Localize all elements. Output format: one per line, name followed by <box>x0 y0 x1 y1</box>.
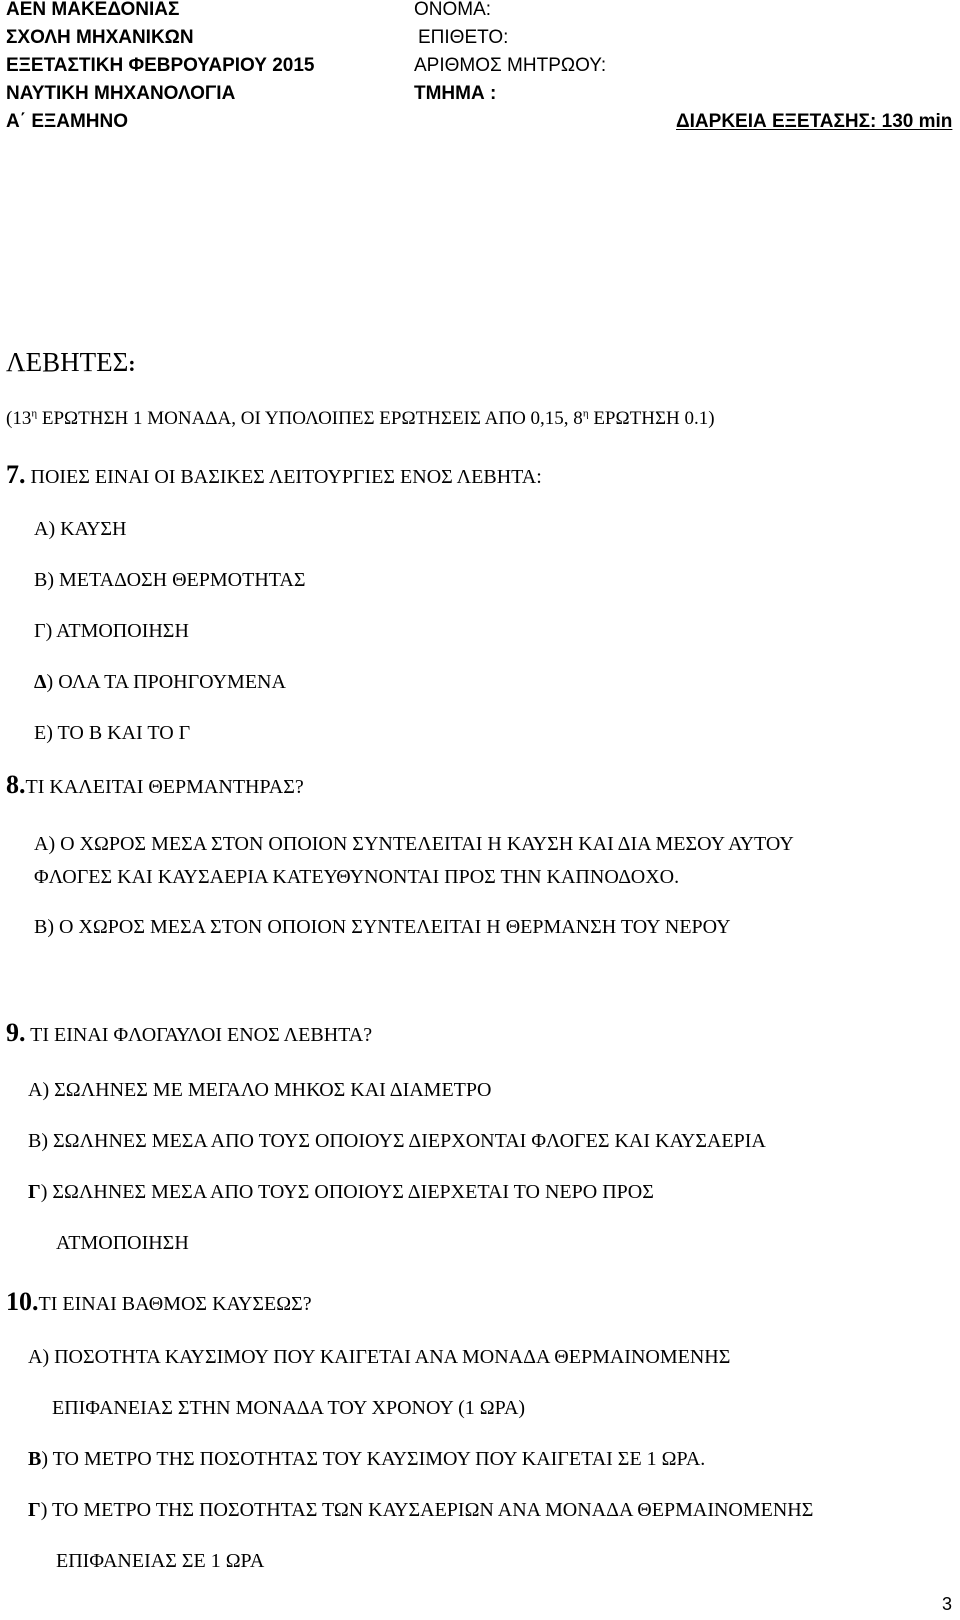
scoring-note-end: ΕΡΩΤΗΣΗ 0.1) <box>588 408 715 429</box>
section-title-colon: : <box>128 351 136 376</box>
scoring-note-sup-2: η <box>582 407 589 420</box>
question-7 <box>6 460 542 490</box>
q10-option-a-continuation: ΕΠΙΦΑΝΕΙΑΣ ΣΤΗΝ ΜΟΝΑΔΑ ΤΟΥ ΧΡΟΝΟΥ (1 ΩΡΑ) <box>52 1397 526 1419</box>
q9-option-c: Γ) ΣΩΛΗΝΕΣ ΜΕΣΑ ΑΠΟ ΤΟΥΣ ΟΠΟΙΟΥΣ ΔΙΕΡΧΕΤΑΙ ΤΟ ΝΕΡΟ ΠΡΟΣ <box>28 1181 654 1203</box>
q7-option-c: Γ) ΑΤΜΟΠΟΙΗΣΗ <box>34 620 189 642</box>
q10-option-c-continuation: ΕΠΙΦΑΝΕΙΑΣ ΣΕ 1 ΩΡΑ <box>56 1550 265 1572</box>
q7-option-d: Δ) ΟΛΑ ΤΑ ΠΡΟΗΓΟΥΜΕΝΑ <box>34 671 286 693</box>
question-8-number: 8. <box>6 770 26 799</box>
q8-option-b: Β) Ο ΧΩΡΟΣ ΜΕΣΑ ΣΤΟΝ ΟΠΟΙΟΝ ΣΥΝΤΕΛΕΙΤΑΙ Η ΘΕΡΜΑΝΣΗ ΤΟΥ ΝΕΡΟΥ <box>34 916 731 938</box>
q7-option-e: Ε) ΤΟ Β ΚΑΙ ΤΟ Γ <box>34 722 191 744</box>
faculty-name: ΣΧΟΛΗ ΜΗΧΑΝΙΚΩΝ <box>6 27 194 48</box>
exam-duration: ΔΙΑΡΚΕΙΑ ΕΞΕΤΑΣΗΣ: 130 min <box>676 111 953 132</box>
school-name: ΑΕΝ ΜΑΚΕΔΟΝΙΑΣ <box>6 0 180 20</box>
exam-session: ΕΞΕΤΑΣΤΙΚΗ ΦΕΒΡΟΥΑΡΙΟΥ 2015 <box>6 55 315 76</box>
question-8 <box>6 770 304 800</box>
course-name: ΝΑΥΤΙΚΗ ΜΗΧΑΝΟΛΟΓΙΑ <box>6 83 236 104</box>
q7-option-b: Β) ΜΕΤΑΔΟΣΗ ΘΕΡΜΟΤΗΤΑΣ <box>34 569 306 591</box>
q10-option-a: Α) ΠΟΣΟΤΗΤΑ ΚΑΥΣΙΜΟΥ ΠΟΥ ΚΑΙΓΕΤΑΙ ΑΝΑ ΜΟΝΑΔΑ ΘΕΡΜΑΙΝΟΜΕΝΗΣ <box>28 1346 731 1368</box>
semester: Α΄ ΕΞΑΜΗΝΟ <box>6 111 128 132</box>
reg-number-field-label: ΑΡΙΘΜΟΣ ΜΗΤΡΩΟΥ: <box>414 55 607 76</box>
question-8-text: ΤΙ ΚΑΛΕΙΤΑΙ ΘΕΡΜΑΝΤΗΡΑΣ? <box>25 776 304 798</box>
scoring-note-mid: ΕΡΩΤΗΣΗ 1 ΜΟΝΑΔΑ, ΟΙ ΥΠΟΛΟΙΠΕΣ ΕΡΩΤΗΣΕΙΣ ΑΠΟ 0,15, 8 <box>37 408 583 429</box>
q9-option-b: Β) ΣΩΛΗΝΕΣ ΜΕΣΑ ΑΠΟ ΤΟΥΣ ΟΠΟΙΟΥΣ ΔΙΕΡΧΟΝΤΑΙ ΦΛΟΓΕΣ ΚΑΙ ΚΑΥΣΑΕΡΙΑ <box>28 1130 766 1152</box>
question-9 <box>6 1018 372 1048</box>
q9-option-a: Α) ΣΩΛΗΝΕΣ ΜΕ ΜΕΓΑΛΟ ΜΗΚΟΣ ΚΑΙ ΔΙΑΜΕΤΡΟ <box>28 1079 492 1101</box>
q8-option-a: Α) Ο ΧΩΡΟΣ ΜΕΣΑ ΣΤΟΝ ΟΠΟΙΟΝ ΣΥΝΤΕΛΕΙΤΑΙ Η ΚΑΥΣΗ ΚΑΙ ΔΙΑ ΜΕΣΟΥ ΑΥΤΟΥ <box>34 833 794 855</box>
section-title <box>6 347 136 378</box>
q8-option-a-continuation: ΦΛΟΓΕΣ ΚΑΙ ΚΑΥΣΑΕΡΙΑ ΚΑΤΕΥΘΥΝΟΝΤΑΙ ΠΡΟΣ ΤΗΝ ΚΑΠΝΟΔΟΧΟ. <box>34 866 680 888</box>
page-number: 3 <box>942 1594 953 1614</box>
question-9-number: 9. <box>6 1018 26 1047</box>
question-10-number: 10. <box>6 1287 39 1316</box>
question-10 <box>6 1287 312 1317</box>
question-7-number: 7. <box>6 460 26 489</box>
question-9-text: ΤΙ ΕΙΝΑΙ ΦΛΟΓΑΥΛΟΙ ΕΝΟΣ ΛΕΒΗΤΑ? <box>25 1024 373 1046</box>
question-7-text: ΠΟΙΕΣ ΕΙΝΑΙ ΟΙ ΒΑΣΙΚΕΣ ΛΕΙΤΟΥΡΓΙΕΣ ΕΝΟΣ ΛΕΒΗΤΑ: <box>25 466 542 488</box>
section-title-text: ΛΕΒΗΤΕΣ <box>6 347 129 377</box>
q9-option-c-continuation: ΑΤΜΟΠΟΙΗΣΗ <box>56 1232 189 1254</box>
scoring-note <box>6 408 715 430</box>
q10-option-b: Β) ΤΟ ΜΕΤΡΟ ΤΗΣ ΠΟΣΟΤΗΤΑΣ ΤΟΥ ΚΑΥΣΙΜΟΥ ΠΟΥ ΚΑΙΓΕΤΑΙ ΣΕ 1 ΩΡΑ. <box>28 1448 706 1470</box>
surname-field-label: ΕΠΙΘΕΤΟ: <box>418 27 509 48</box>
q7-option-a: Α) ΚΑΥΣΗ <box>34 518 127 540</box>
name-field-label: ΟΝΟΜΑ: <box>414 0 492 20</box>
section-field-label: ΤΜΗΜΑ : <box>414 83 497 104</box>
q10-option-c: Γ) ΤΟ ΜΕΤΡΟ ΤΗΣ ΠΟΣΟΤΗΤΑΣ ΤΩΝ ΚΑΥΣΑΕΡΙΩΝ ΑΝΑ ΜΟΝΑΔΑ ΘΕΡΜΑΙΝΟΜΕΝΗΣ <box>28 1499 814 1521</box>
question-10-text: ΤΙ ΕΙΝΑΙ ΒΑΘΜΟΣ ΚΑΥΣΕΩΣ? <box>38 1293 312 1315</box>
scoring-note-open: (13 <box>6 408 32 429</box>
scoring-note-sup-1: η <box>31 407 38 420</box>
